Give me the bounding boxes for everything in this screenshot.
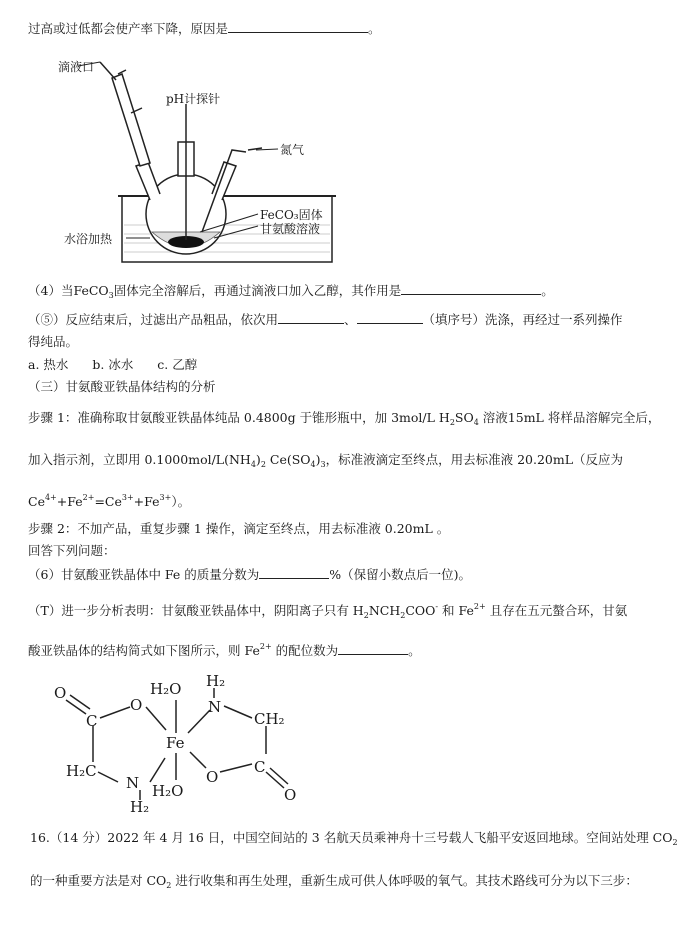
label-water-bath: 水浴加热 (64, 232, 113, 246)
step1-p1: 步骤 1：准确称取甘氨酸亚铁晶体纯品 0.4800g 于锥形瓶中，加 3mol/L H (28, 410, 450, 425)
q7-mid3: 和 Fe (438, 603, 474, 618)
step1-l3c-sup: 3+ (121, 493, 134, 502)
step1-l3a-sup: 4+ (44, 493, 57, 502)
q6-pre: （6）甘氨酸亚铁晶体中 Fe 的质量分数为 (28, 567, 260, 582)
step1-l2c-sub: 2 (260, 460, 266, 469)
step1-l2a: 加入指示剂，立即用 0.1000mol/L (28, 452, 225, 467)
q16-l1a: 16.（14 分）2022 年 4 月 16 日，中国空间站的 3 名航天员乘神舟十三号载人飞船平安返回地球。空间站处理 CO (30, 830, 673, 845)
atom-ch2-right: CH₂ (254, 710, 285, 728)
step1-l3d: +Fe (133, 494, 160, 509)
q7-l2a: 酸亚铁晶体的结构简式如下图所示，则 Fe (28, 643, 260, 658)
step1-l3d-sup: 3+ (159, 493, 172, 502)
q16-l2-sub: 2 (166, 881, 172, 890)
option-c: c. 乙醇 (157, 357, 198, 372)
question-5-line-2: 得纯品。 (28, 334, 79, 349)
question-16-line-1 (30, 829, 678, 852)
q7-pre: （T）进一步分析表明：甘氨酸亚铁晶体中，阴阳离子只有 H (28, 603, 364, 618)
step1-l2d: Ce (265, 452, 287, 467)
line1-end: 。 (368, 21, 381, 36)
q5-sep: 、 (344, 312, 357, 327)
section-3-heading: （三）甘氨酸亚铁晶体结构的分析 (28, 379, 216, 394)
atom-n1: N (126, 774, 140, 792)
step1-l3c: =Ce (94, 494, 122, 509)
q4-formula: FeCO (73, 283, 109, 298)
step1-p3: 溶液15mL 将样品溶解完全后， (478, 410, 661, 425)
step-2: 步骤 2：不加产品，重复步骤 1 操作，滴定至终点，用去标准液 0.20mL 。 (28, 521, 450, 536)
q4-pre: （4）当 (28, 283, 74, 298)
step1-l3e: ）。 (171, 494, 191, 509)
step1-l3b: +Fe (56, 494, 83, 509)
q7-mid1: NCH (368, 603, 401, 618)
step1-l2e-sub: 4 (310, 460, 316, 469)
step1-l3b-sup: 2+ (82, 493, 95, 502)
q7-mid2: COO (405, 603, 436, 618)
label-ph-probe: pH计探针 (166, 92, 221, 106)
step1-l2e: (SO (286, 452, 311, 467)
answer-intro: 回答下列问题： (28, 543, 116, 558)
q7-post: 且存在五元螯合环，甘氨 (485, 603, 628, 618)
option-b: b. 冰水 (92, 357, 134, 372)
atom-o2: O (130, 696, 143, 714)
label-dropper: 滴液口 (58, 60, 95, 74)
step1-l2b-sub: 4 (250, 460, 256, 469)
q6-post: %（保留小数点后一位)。 (329, 567, 472, 582)
step1-l3a: Ce (28, 494, 45, 509)
atom-o4: O (284, 786, 297, 804)
atom-fe: Fe (166, 734, 185, 752)
atom-h2o-top: H₂O (150, 680, 182, 698)
q16-l2a: 的一种重要方法是对 CO (30, 873, 167, 888)
atom-c1: C (86, 712, 98, 730)
q7-l2-sup: 2+ (259, 642, 272, 651)
step1-p2-sub: 4 (473, 418, 479, 427)
line1-text: 过高或过低都会使产率下降，原因是 (28, 21, 229, 36)
atom-n2: N (208, 698, 222, 716)
step1-l2g: ，标准液滴定至终点，用去标准液 20.20mL（反应为 (325, 452, 624, 467)
question-16-line-2 (30, 872, 638, 895)
step1-l2c: ) (255, 452, 261, 467)
step1-l2b: (NH (224, 452, 251, 467)
q16-l2b: 进行收集和再生处理，重新生成可供人体呼吸的氧气。其技术路线可分为以下三步： (171, 873, 638, 888)
q7-l2b: 的配位数为 (271, 643, 339, 658)
atom-c2: C (254, 758, 266, 776)
label-nitrogen: 氮气 (280, 143, 305, 157)
atom-h2o-bottom: H₂O (152, 782, 184, 800)
label-solid: FeCO₃固体 (260, 208, 323, 222)
q7-s2: 2 (400, 611, 406, 620)
atom-h2-n2: H₂ (206, 672, 226, 690)
q5-pre: （⑤）反应结束后，过滤出产品粗品，依次用 (28, 312, 279, 327)
label-solution: 甘氨酸溶液 (260, 222, 321, 236)
q4-end: 。 (541, 283, 554, 298)
q7-l2end: 。 (408, 643, 421, 658)
q5-post: （填序号）洗涤，再经过一系列操作 (422, 312, 623, 327)
q7-sup1: - (435, 602, 439, 611)
q4-formula-sub: 3 (108, 291, 114, 300)
atom-o3: O (206, 768, 219, 786)
q16-l1-sub: 2 (672, 838, 678, 847)
option-a: a. 热水 (28, 357, 69, 372)
q4-post: 固体完全溶解后，再通过滴液口加入乙醇，其作用是 (113, 283, 402, 298)
q7-s1: 2 (363, 611, 369, 620)
step1-l2f-sub: 3 (320, 460, 326, 469)
step1-l2f: ) (315, 452, 321, 467)
step1-p1-sub: 2 (449, 418, 455, 427)
atom-ch2-left: H₂C (66, 762, 97, 780)
step1-p2: SO (454, 410, 474, 425)
q7-sup2: 2+ (473, 602, 486, 611)
atom-h2-n1: H₂ (130, 798, 150, 816)
atom-o1: O (54, 684, 67, 702)
